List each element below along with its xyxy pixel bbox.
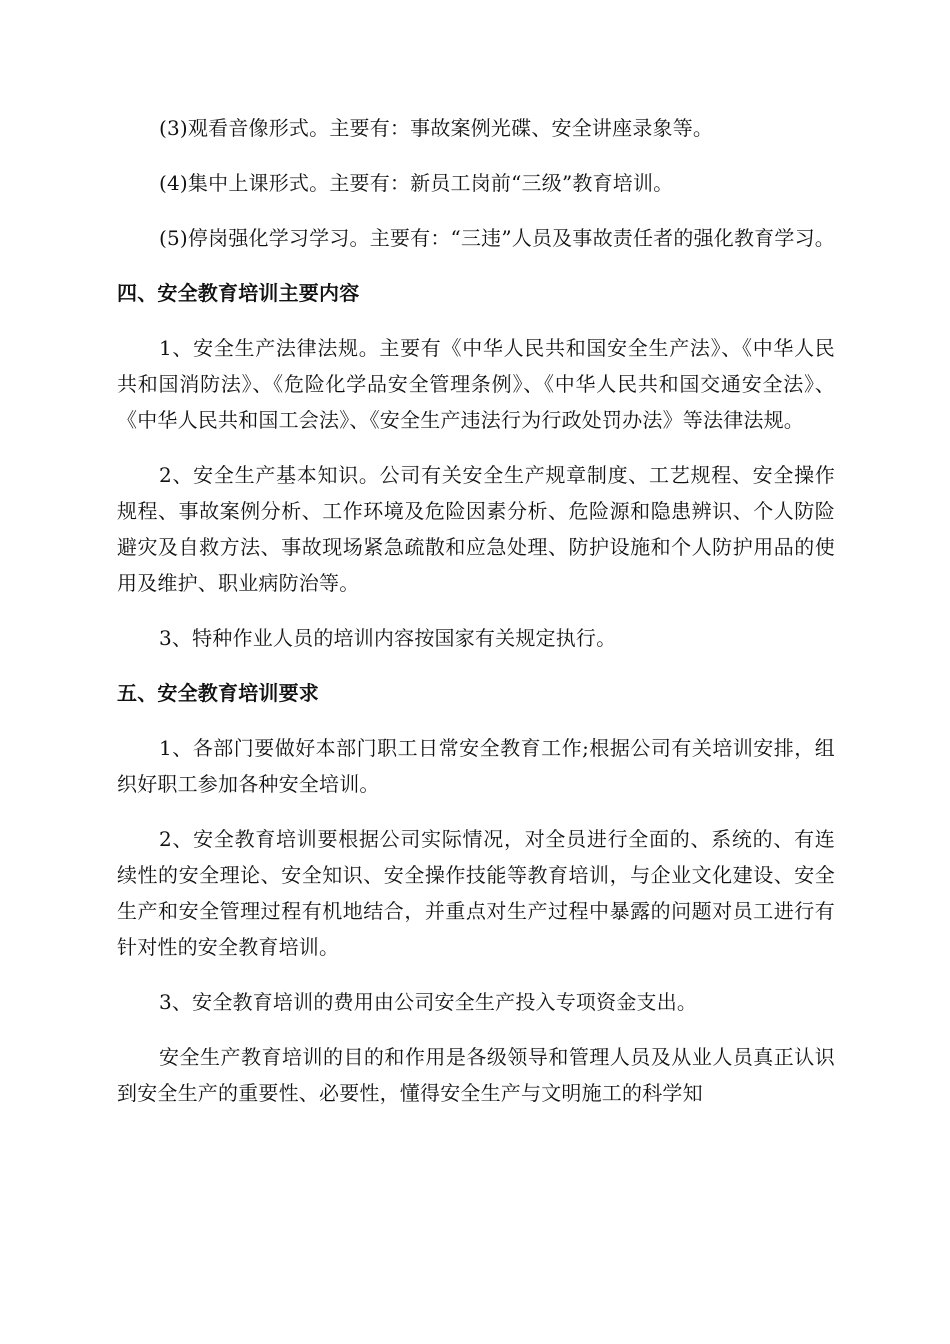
paragraph-laws-regulations: 1、安全生产法律法规。主要有《中华人民共和国安全生产法》、《中华人民共和国消防法》、《危险化学品安全管理条例》、《中华人民共和国交通安全法》、《中华人民共和国工会法》、《安全生产违法行为行政处罚办法》等法律法规。 bbox=[117, 336, 835, 432]
paragraph-basic-knowledge: 2、安全生产基本知识。公司有关安全生产规章制度、工艺规程、安全操作规程、事故案例分析、工作环境及危险因素分析、危险源和隐患辨识、个人防险避灾及自救方法、事故现场紧急疏散和应急处理、防护设施和个人防护用品的使用及维护、职业病防治等。 bbox=[117, 463, 835, 595]
paragraph-4-classroom: (4)集中上课形式。主要有：新员工岗前“三级”教育培训。 bbox=[159, 171, 674, 195]
paragraph-department-duty: 1、各部门要做好本部门职工日常安全教育工作;根据公司有关培训安排，组织好职工参加各种安全培训。 bbox=[117, 736, 835, 796]
paragraph-training-scope: 2、安全教育培训要根据公司实际情况，对全员进行全面的、系统的、有连续性的安全理论、安全知识、安全操作技能等教育培训，与企业文化建设、安全生产和安全管理过程有机地结合，并重点对生产过程中暴露的问题对员工进行有针对性的安全教育培训。 bbox=[117, 827, 835, 959]
section-heading-4: 四、安全教育培训主要内容 bbox=[117, 281, 360, 305]
section-heading-5: 五、安全教育培训要求 bbox=[117, 681, 319, 705]
paragraph-5-suspension-study: (5)停岗强化学习学习。主要有：“三违”人员及事故责任者的强化教育学习。 bbox=[159, 226, 835, 250]
paragraph-training-funding: 3、安全教育培训的费用由公司安全生产投入专项资金支出。 bbox=[159, 990, 698, 1014]
paragraph-3-audio-video: (3)观看音像形式。主要有：事故案例光碟、安全讲座录象等。 bbox=[159, 116, 714, 140]
paragraph-special-operations: 3、特种作业人员的培训内容按国家有关规定执行。 bbox=[159, 626, 617, 650]
document-body bbox=[117, 110, 835, 1130]
paragraph-training-purpose: 安全生产教育培训的目的和作用是各级领导和管理人员及从业人员真正认识到安全生产的重要性、必要性，懂得安全生产与文明施工的科学知 bbox=[117, 1045, 835, 1105]
